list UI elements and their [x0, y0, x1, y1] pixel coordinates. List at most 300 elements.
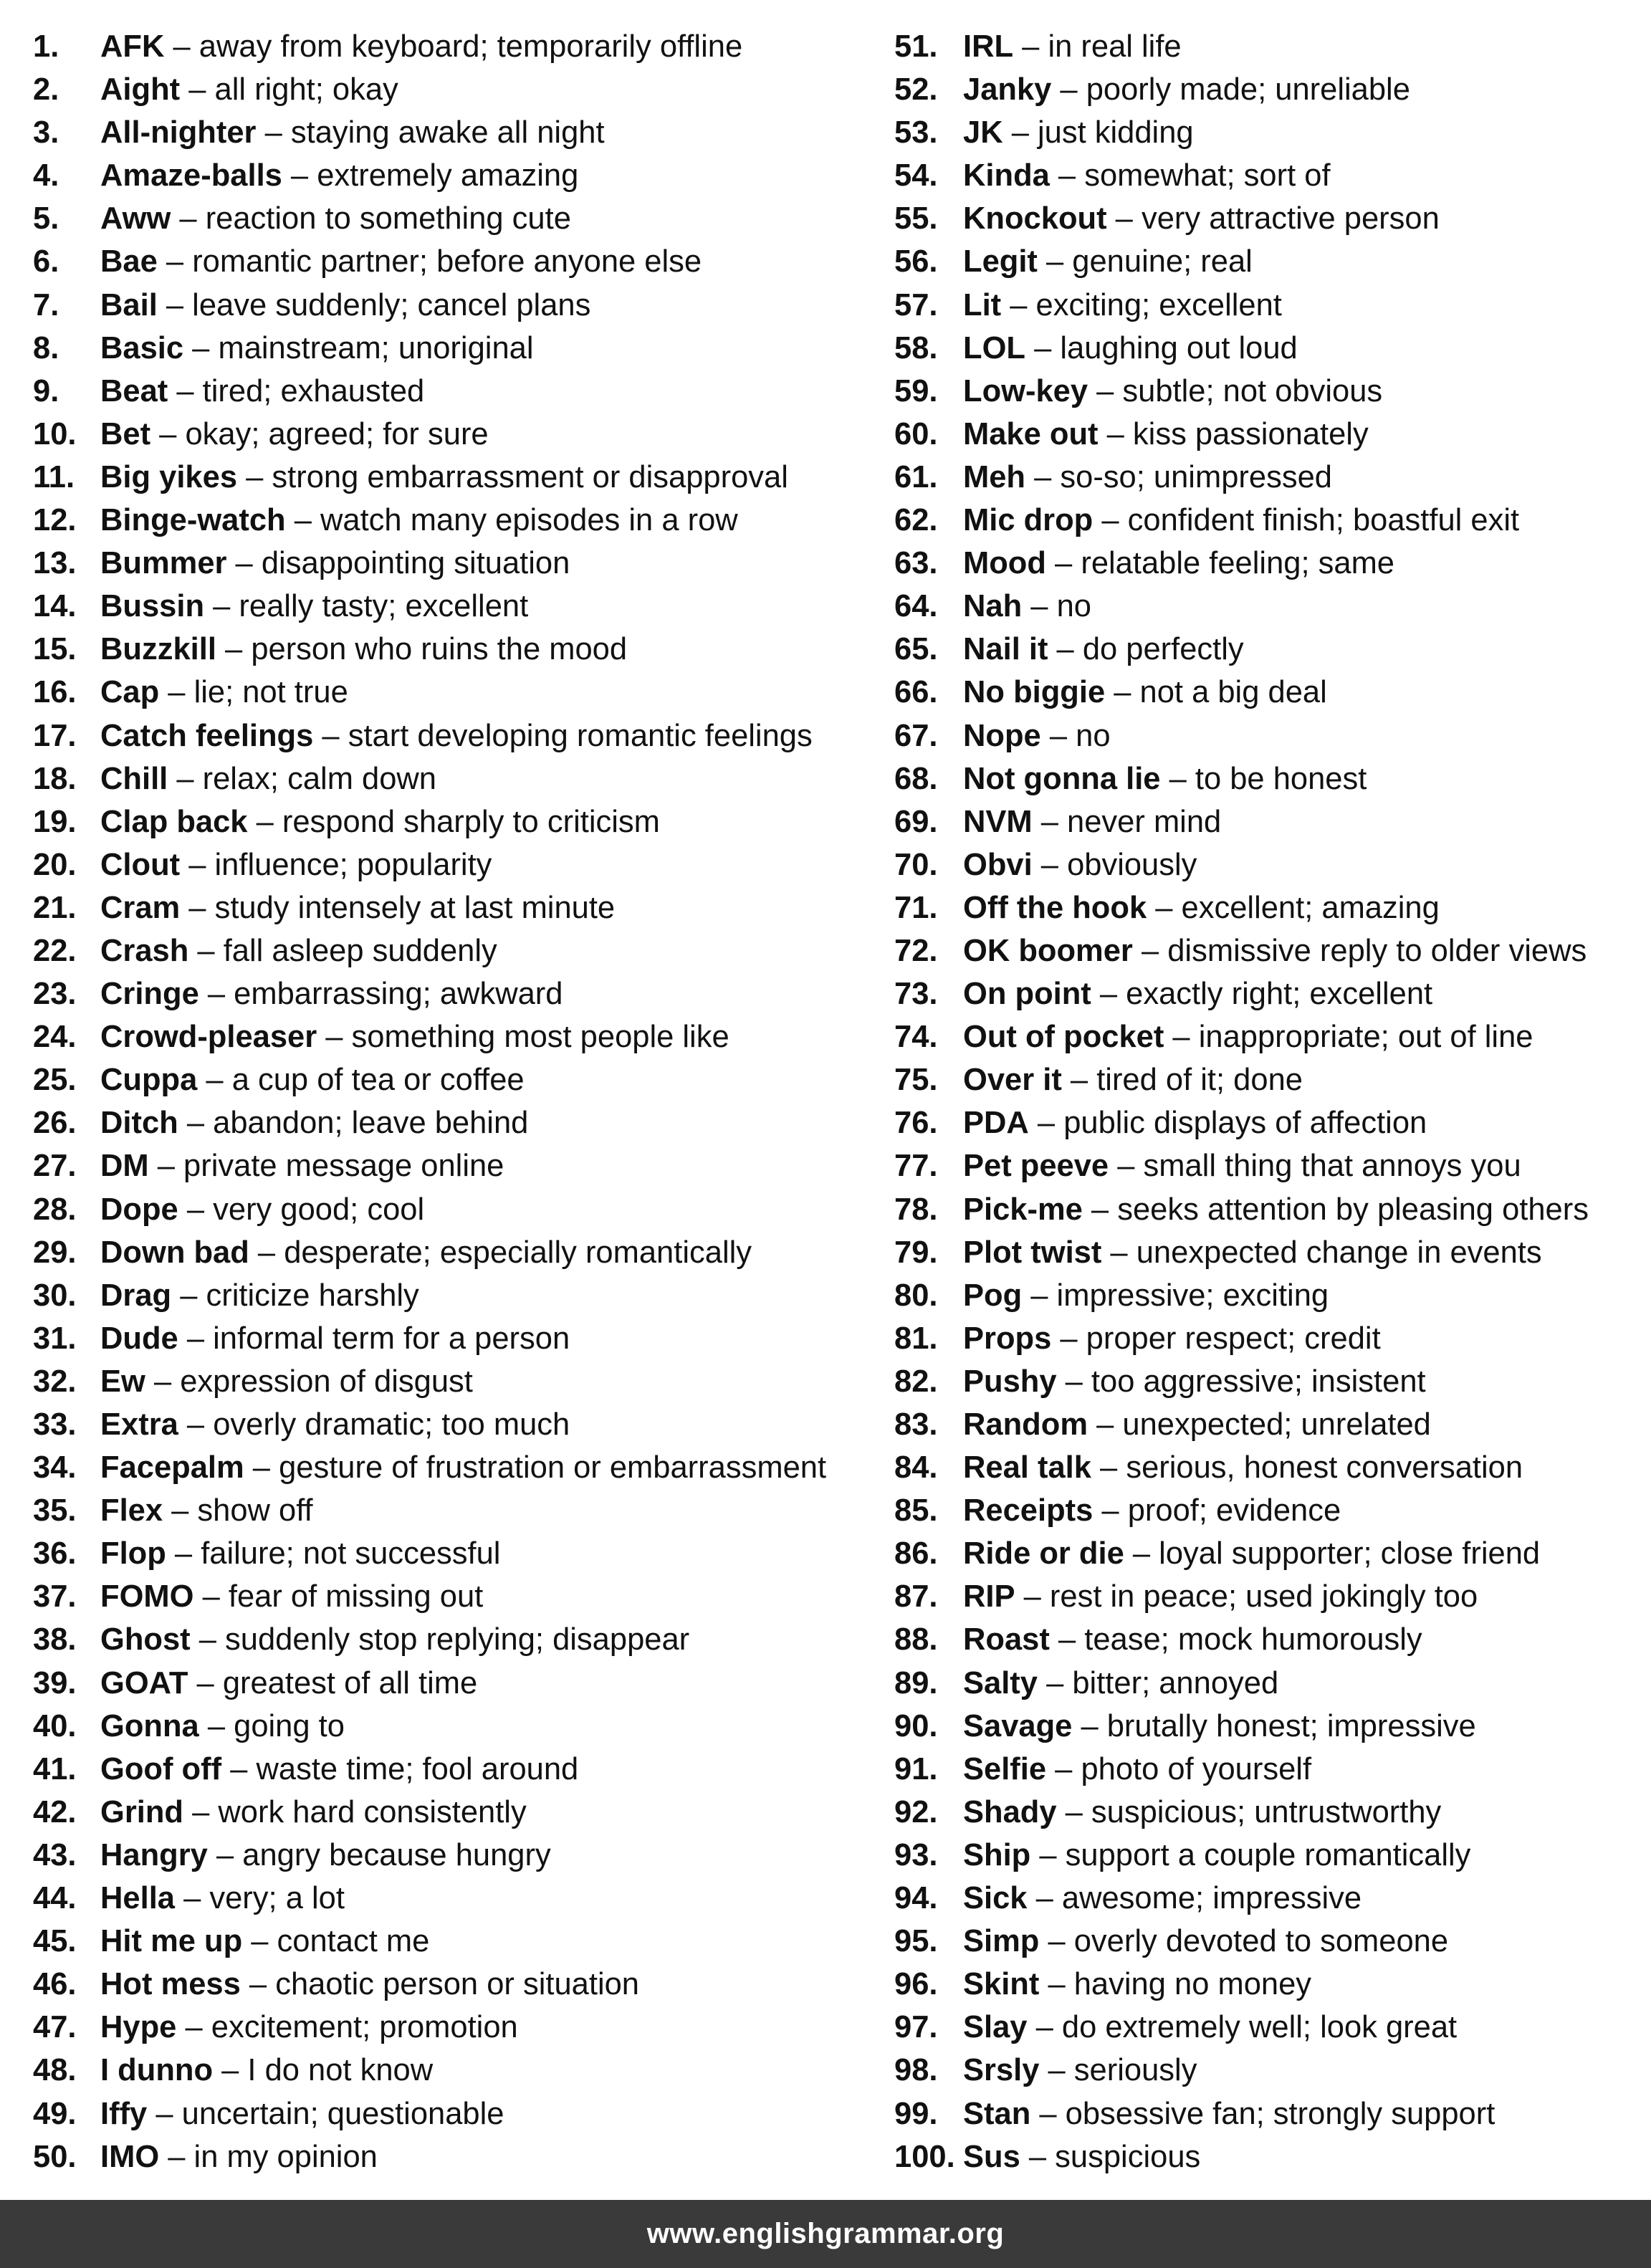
list-item: [33, 413, 864, 456]
slang-term: Hit me up: [100, 1924, 243, 1959]
list-item: [894, 1575, 1647, 1618]
slang-term: Roast: [963, 1622, 1050, 1657]
slang-term: Slay: [963, 2010, 1028, 2045]
slang-term: Hella: [100, 1881, 175, 1916]
slang-term: Buzzkill: [100, 632, 216, 667]
term-separator: –: [1030, 1837, 1066, 1872]
item-text: [963, 327, 1298, 370]
term-separator: –: [317, 1020, 352, 1055]
term-separator: –: [256, 115, 291, 150]
slang-definition: dismissive reply to older views: [1167, 933, 1587, 968]
item-text: [100, 1274, 419, 1317]
list-item: [894, 1144, 1647, 1187]
slang-definition: subtle; not obvious: [1122, 373, 1383, 408]
item-number: 53.: [894, 115, 938, 150]
slang-term: Grind: [100, 1794, 183, 1829]
list-item: [33, 1963, 864, 2006]
list-item: [33, 2092, 864, 2135]
slang-term: Bummer: [100, 546, 227, 581]
list-item: [894, 585, 1647, 628]
slang-term: RIP: [963, 1579, 1015, 1614]
item-text: [100, 972, 563, 1015]
slang-term: Lit: [963, 287, 1002, 322]
item-number: 87.: [894, 1579, 938, 1614]
slang-definition: relatable feeling; same: [1081, 546, 1395, 581]
item-number: 4.: [33, 158, 59, 193]
term-separator: –: [204, 589, 239, 624]
slang-term: Facepalm: [100, 1450, 244, 1485]
list-item: [894, 1274, 1647, 1317]
slang-definition: seriously: [1073, 2053, 1197, 2088]
list-item: [33, 628, 864, 671]
term-separator: –: [157, 244, 193, 279]
list-item: [894, 843, 1647, 886]
footer-url[interactable]: www.englishgrammar.org: [646, 2218, 1005, 2249]
slang-term: JK: [963, 115, 1003, 150]
item-number: 13.: [33, 546, 77, 581]
slang-term: GOAT: [100, 1665, 188, 1700]
list-item: [33, 1188, 864, 1231]
item-number: 35.: [33, 1493, 77, 1528]
slang-definition: reaction to something cute: [205, 201, 571, 236]
list-item: [894, 1360, 1647, 1403]
list-item: [894, 2135, 1647, 2178]
item-number: 80.: [894, 1278, 938, 1313]
list-item: [894, 1015, 1647, 1058]
slang-definition: brutally honest; impressive: [1106, 1708, 1476, 1743]
item-number: 77.: [894, 1149, 938, 1184]
item-number: 37.: [33, 1579, 77, 1614]
slang-term: Catch feelings: [100, 718, 314, 753]
list-item: [33, 843, 864, 886]
slang-term: Clap back: [100, 804, 248, 839]
slang-term: Down bad: [100, 1235, 249, 1270]
list-item: [894, 1748, 1647, 1791]
slang-term: Goof off: [100, 1751, 222, 1786]
item-text: [100, 671, 348, 714]
slang-term: Beat: [100, 373, 168, 408]
item-number: 3.: [33, 115, 59, 150]
item-text: [100, 1920, 429, 1963]
term-separator: –: [1039, 1924, 1074, 1959]
item-text: [963, 240, 1253, 283]
term-separator: –: [1022, 1278, 1057, 1313]
slang-term: Stan: [963, 2096, 1031, 2131]
slang-term: Bail: [100, 287, 158, 322]
item-text: [963, 929, 1587, 972]
item-text: [100, 2006, 518, 2049]
slang-term: Chill: [100, 761, 168, 796]
term-separator: –: [171, 201, 206, 236]
item-number: 47.: [33, 2010, 77, 2045]
list-item: [894, 154, 1647, 197]
item-number: 68.: [894, 761, 938, 796]
term-separator: –: [1091, 1450, 1126, 1485]
list-item: [33, 1360, 864, 1403]
item-text: [100, 929, 497, 972]
term-separator: –: [159, 2139, 194, 2174]
term-separator: –: [1027, 1881, 1062, 1916]
item-number: 99.: [894, 2096, 938, 2131]
term-separator: –: [1028, 1106, 1064, 1141]
item-number: 46.: [33, 1967, 77, 2002]
slang-definition: suddenly stop replying; disappear: [225, 1622, 690, 1657]
slang-definition: loyal supporter; close friend: [1159, 1536, 1541, 1571]
term-separator: –: [1105, 675, 1140, 710]
term-separator: –: [174, 1881, 210, 1916]
list-item: [894, 972, 1647, 1015]
slang-definition: fall asleep suddenly: [223, 933, 497, 968]
item-text: [963, 1662, 1278, 1705]
slang-term: Pog: [963, 1278, 1023, 1313]
slang-definition: watch many episodes in a row: [320, 503, 738, 538]
term-separator: –: [1132, 933, 1168, 968]
list-item: [33, 1705, 864, 1748]
item-number: 34.: [33, 1450, 77, 1485]
item-number: 29.: [33, 1235, 77, 1270]
slang-definition: away from keyboard; temporarily offline: [198, 29, 743, 64]
slang-term: I dunno: [100, 2053, 214, 2088]
slang-definition: suspicious; untrustworthy: [1091, 1794, 1442, 1829]
item-number: 45.: [33, 1924, 77, 1959]
term-separator: –: [1101, 1235, 1136, 1270]
list-item: [33, 2049, 864, 2092]
item-number: 41.: [33, 1751, 77, 1786]
slang-term: Skint: [963, 1967, 1040, 2002]
item-number: 18.: [33, 761, 77, 796]
item-text: [963, 585, 1091, 628]
slang-term: Hot mess: [100, 1967, 241, 2002]
item-text: [100, 757, 436, 800]
slang-definition: disappointing situation: [261, 546, 570, 581]
item-number: 11.: [33, 459, 75, 494]
item-number: 8.: [33, 330, 59, 365]
slang-term: Nope: [963, 718, 1041, 753]
item-text: [963, 154, 1331, 197]
list-item: [894, 1791, 1647, 1834]
list-item: [33, 1920, 864, 1963]
item-text: [100, 542, 570, 585]
slang-term: On point: [963, 977, 1091, 1012]
slang-definition: exciting; excellent: [1035, 287, 1282, 322]
slang-definition: do perfectly: [1082, 632, 1244, 667]
slang-definition: gesture of frustration or embarrassment: [279, 1450, 827, 1485]
item-text: [963, 197, 1440, 240]
list-item: [894, 68, 1647, 111]
term-separator: –: [1015, 1579, 1050, 1614]
slang-term: Knockout: [963, 201, 1107, 236]
list-item: [33, 1058, 864, 1101]
list-item: [33, 1446, 864, 1489]
slang-term: Cap: [100, 675, 160, 710]
slang-term: Flex: [100, 1493, 163, 1528]
list-item: [33, 240, 864, 283]
footer-bar: [0, 2200, 1651, 2268]
term-separator: –: [247, 804, 282, 839]
slang-definition: so-so; unimpressed: [1060, 459, 1332, 494]
slang-term: No biggie: [963, 675, 1106, 710]
slang-definition: having no money: [1073, 1967, 1312, 2002]
list-item: [33, 972, 864, 1015]
item-number: 88.: [894, 1622, 938, 1657]
term-separator: –: [147, 2096, 182, 2131]
slang-term: Iffy: [100, 2096, 148, 2131]
slang-term: Receipts: [963, 1493, 1094, 1528]
list-item: [894, 1101, 1647, 1144]
slang-definition: study intensely at last minute: [214, 890, 616, 925]
term-separator: –: [1088, 373, 1123, 408]
term-separator: –: [148, 1149, 184, 1184]
item-number: 82.: [894, 1364, 938, 1399]
slang-term: Selfie: [963, 1751, 1047, 1786]
item-text: [963, 1963, 1311, 2006]
slang-definition: too aggressive; insistent: [1091, 1364, 1426, 1399]
slang-term: DM: [100, 1149, 149, 1184]
item-number: 85.: [894, 1493, 938, 1528]
term-separator: –: [145, 1364, 181, 1399]
item-number: 96.: [894, 1967, 938, 2002]
slang-term: Bae: [100, 244, 158, 279]
term-separator: –: [180, 847, 215, 882]
item-text: [963, 1403, 1431, 1446]
item-number: 97.: [894, 2010, 938, 2045]
item-number: 6.: [33, 244, 59, 279]
slang-definition: mainstream; unoriginal: [218, 330, 534, 365]
term-separator: –: [1013, 29, 1048, 64]
slang-term: Flop: [100, 1536, 166, 1571]
list-item: [33, 1877, 864, 1920]
term-separator: –: [150, 416, 186, 451]
item-text: [100, 1403, 570, 1446]
list-item: [894, 2006, 1647, 2049]
item-number: 44.: [33, 1881, 77, 1916]
item-text: [963, 499, 1519, 542]
item-number: 54.: [894, 158, 938, 193]
slang-definition: greatest of all time: [222, 1665, 478, 1700]
term-separator: –: [285, 503, 320, 538]
slang-term: Hangry: [100, 1837, 208, 1872]
slang-definition: embarrassing; awkward: [234, 977, 563, 1012]
list-item: [894, 1877, 1647, 1920]
item-number: 79.: [894, 1235, 938, 1270]
item-text: [100, 1834, 551, 1877]
item-number: 52.: [894, 72, 938, 107]
term-separator: –: [1030, 2096, 1066, 2131]
list-item: [33, 1618, 864, 1661]
term-separator: –: [1093, 503, 1128, 538]
slang-definition: expression of disgust: [180, 1364, 473, 1399]
slang-definition: tired of it; done: [1096, 1063, 1303, 1098]
item-number: 95.: [894, 1924, 938, 1959]
item-text: [963, 628, 1244, 671]
slang-term: Ghost: [100, 1622, 191, 1657]
term-separator: –: [282, 158, 317, 193]
slang-term: AFK: [100, 29, 165, 64]
slang-term: OK boomer: [963, 933, 1133, 968]
term-separator: –: [1051, 1321, 1086, 1356]
item-number: 100.: [894, 2139, 955, 2174]
item-number: 67.: [894, 718, 938, 753]
list-item: [894, 1662, 1647, 1705]
list-item: [33, 327, 864, 370]
term-separator: –: [1051, 72, 1086, 107]
slang-term: Crash: [100, 933, 189, 968]
list-item: [33, 1144, 864, 1187]
slang-definition: really tasty; excellent: [239, 589, 529, 624]
list-item: [894, 1489, 1647, 1532]
item-number: 24.: [33, 1020, 77, 1055]
list-item: [894, 1705, 1647, 1748]
slang-term: Clout: [100, 847, 181, 882]
slang-term: Mood: [963, 546, 1046, 581]
list-item: [33, 757, 864, 800]
term-separator: –: [1093, 1493, 1128, 1528]
slang-definition: going to: [234, 1708, 345, 1743]
item-text: [100, 1748, 578, 1791]
term-separator: –: [178, 1407, 214, 1442]
slang-definition: tease; mock humorously: [1084, 1622, 1422, 1657]
slang-term: Random: [963, 1407, 1088, 1442]
term-separator: –: [1020, 2139, 1056, 2174]
list-item: [894, 111, 1647, 154]
item-number: 50.: [33, 2139, 77, 2174]
slang-definition: very attractive person: [1141, 201, 1440, 236]
list-item: [894, 1188, 1647, 1231]
slang-definition: I do not know: [247, 2053, 434, 2088]
list-item: [33, 1231, 864, 1274]
term-separator: –: [240, 1967, 276, 2002]
slang-definition: confident finish; boastful exit: [1127, 503, 1520, 538]
list-item: [33, 1489, 864, 1532]
term-separator: –: [1088, 1407, 1123, 1442]
term-separator: –: [178, 1192, 214, 1227]
term-separator: –: [183, 330, 219, 365]
item-text: [100, 714, 813, 757]
item-text: [963, 1274, 1329, 1317]
slang-term: Nah: [963, 589, 1023, 624]
item-number: 78.: [894, 1192, 938, 1227]
item-number: 72.: [894, 933, 938, 968]
item-number: 86.: [894, 1536, 938, 1571]
term-separator: –: [188, 1665, 223, 1700]
item-number: 76.: [894, 1106, 938, 1141]
item-number: 58.: [894, 330, 938, 365]
item-number: 71.: [894, 890, 938, 925]
item-text: [963, 1920, 1448, 1963]
slang-term: PDA: [963, 1106, 1029, 1141]
item-number: 51.: [894, 29, 938, 64]
slang-definition: angry because hungry: [242, 1837, 551, 1872]
slang-definition: influence; popularity: [214, 847, 492, 882]
slang-term: All-nighter: [100, 115, 257, 150]
item-number: 32.: [33, 1364, 77, 1399]
item-text: [100, 1188, 424, 1231]
list-item: [33, 886, 864, 929]
item-number: 30.: [33, 1278, 77, 1313]
item-number: 74.: [894, 1020, 938, 1055]
list-item: [894, 370, 1647, 413]
slang-term: Gonna: [100, 1708, 199, 1743]
term-separator: –: [1027, 2010, 1062, 2045]
slang-term: FOMO: [100, 1579, 194, 1614]
term-separator: –: [1037, 1665, 1073, 1700]
item-text: [963, 1748, 1311, 1791]
term-separator: –: [190, 1622, 226, 1657]
slang-definition: to be honest: [1195, 761, 1367, 796]
slang-definition: laughing out loud: [1060, 330, 1298, 365]
slang-term: Ditch: [100, 1106, 178, 1141]
slang-definition: impressive; exciting: [1056, 1278, 1329, 1313]
list-item: [33, 68, 864, 111]
list-item: [894, 1834, 1647, 1877]
item-text: [100, 843, 492, 886]
term-separator: –: [183, 1794, 219, 1829]
slang-term: Crowd-pleaser: [100, 1020, 317, 1055]
slang-definition: romantic partner; before anyone else: [192, 244, 702, 279]
term-separator: –: [1061, 1063, 1097, 1098]
term-separator: –: [176, 2010, 211, 2045]
item-text: [100, 628, 627, 671]
slang-definition: okay; agreed; for sure: [185, 416, 489, 451]
term-separator: –: [244, 1450, 279, 1485]
list-item: [894, 757, 1647, 800]
term-separator: –: [1049, 158, 1085, 193]
item-text: [100, 1963, 639, 2006]
item-text: [100, 2135, 378, 2178]
item-text: [963, 1015, 1533, 1058]
term-separator: –: [1032, 804, 1068, 839]
slang-definition: bitter; annoyed: [1072, 1665, 1279, 1700]
item-text: [100, 327, 534, 370]
slang-definition: criticize harshly: [206, 1278, 419, 1313]
item-text: [963, 714, 1111, 757]
list-item: [33, 2006, 864, 2049]
list-item: [33, 800, 864, 843]
slang-definition: strong embarrassment or disapproval: [272, 459, 788, 494]
item-number: 65.: [894, 632, 938, 667]
term-separator: –: [1025, 459, 1061, 494]
list-column-right: [894, 25, 1647, 2178]
list-item: [33, 370, 864, 413]
item-number: 1.: [33, 29, 59, 64]
slang-definition: inappropriate; out of line: [1198, 1020, 1533, 1055]
term-separator: –: [1048, 632, 1083, 667]
item-text: [963, 671, 1327, 714]
list-item: [33, 1015, 864, 1058]
item-number: 56.: [894, 244, 938, 279]
slang-term: Aight: [100, 72, 181, 107]
list-item: [33, 585, 864, 628]
item-text: [100, 1575, 483, 1618]
slang-definition: tired; exhausted: [202, 373, 425, 408]
slang-term: Meh: [963, 459, 1025, 494]
item-text: [963, 1791, 1441, 1834]
item-number: 60.: [894, 416, 938, 451]
slang-definition: very good; cool: [213, 1192, 425, 1227]
item-number: 5.: [33, 201, 59, 236]
item-number: 38.: [33, 1622, 77, 1657]
slang-definition: rest in peace; used jokingly too: [1049, 1579, 1478, 1614]
slang-term: Aww: [100, 201, 171, 236]
list-item: [894, 2092, 1647, 2135]
slang-term: Nail it: [963, 632, 1048, 667]
list-item: [894, 1317, 1647, 1360]
item-text: [100, 1144, 504, 1187]
item-number: 92.: [894, 1794, 938, 1829]
slang-term: Pet peeve: [963, 1149, 1109, 1184]
slang-definition: work hard consistently: [218, 1794, 527, 1829]
item-text: [100, 1317, 570, 1360]
